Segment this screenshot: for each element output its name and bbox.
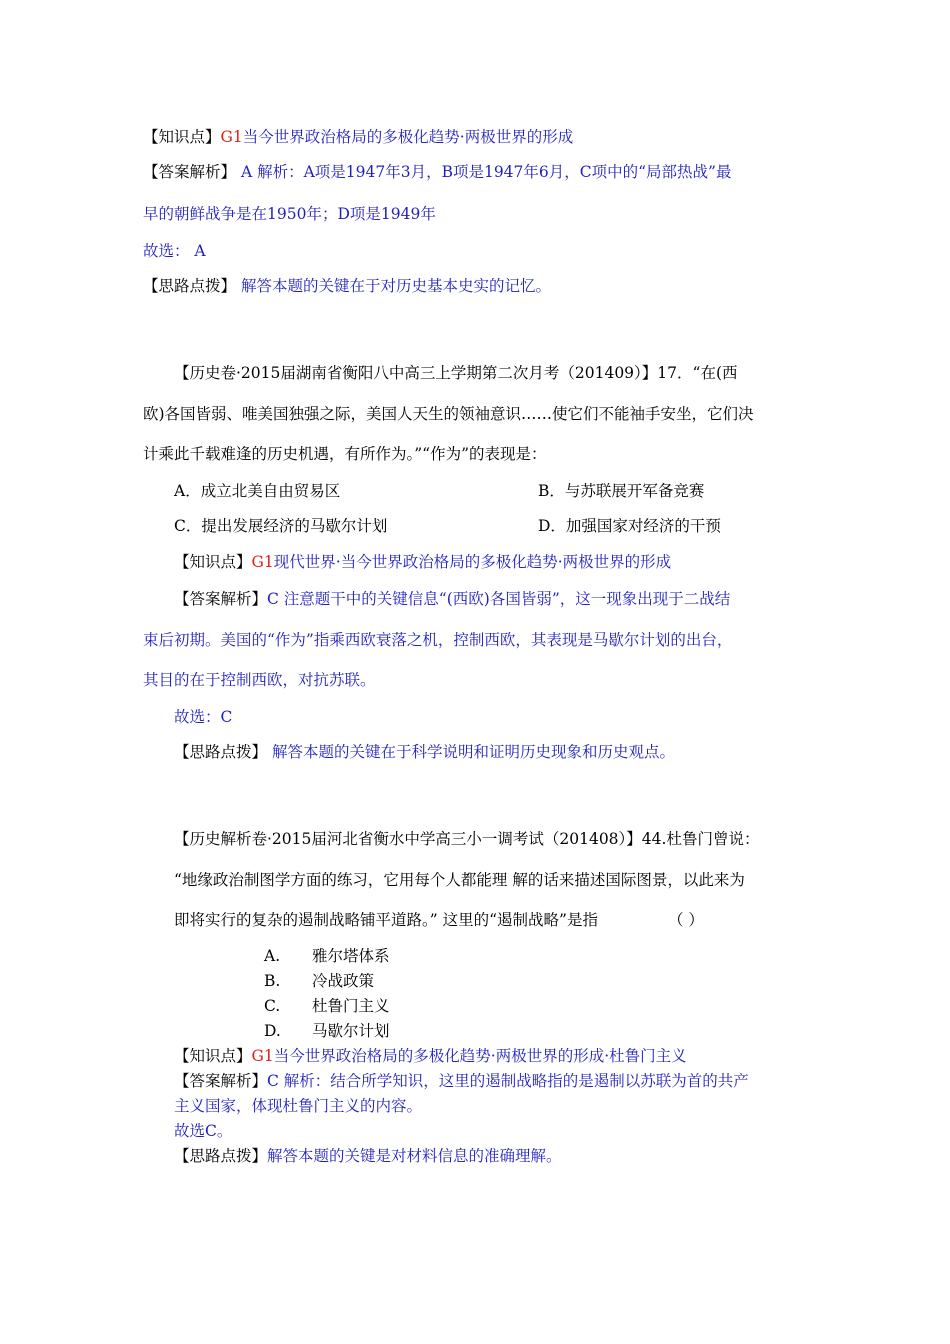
q2-answer-line-1: 【答案解析】C 注意题干中的关键信息“(西欧)各国皆弱”，这一现象出现于二战结 xyxy=(174,590,731,608)
q1-choice: 故选： A xyxy=(143,242,206,260)
q3-option-c: C. 杜鲁门主义 xyxy=(264,997,390,1015)
q3-tip: 【思路点拨】解答本题的关键是对材料信息的准确理解。 xyxy=(174,1147,562,1165)
q3-answer-line-1: 【答案解析】C 解析：结合所学知识，这里的遏制战略指的是遏制以苏联为首的共产 xyxy=(174,1072,749,1090)
q2-option-c: C．提出发展经济的马歇尔计划 xyxy=(174,517,388,535)
q2-answer-line-3: 其目的在于控制西欧，对抗苏联。 xyxy=(143,671,376,689)
q1-tip: 【思路点拨】 解答本题的关键在于对历史基本史实的记忆。 xyxy=(143,277,551,295)
q2-answer-line-2: 束后初期。美国的“作为”指乘西欧衰落之机，控制西欧，其表现是马歇尔计划的出台， xyxy=(143,631,733,649)
q1-answer-line-2: 早的朝鲜战争是在1950年；D项是1949年 xyxy=(143,205,436,223)
q3-option-d: D. 马歇尔计划 xyxy=(264,1022,390,1040)
q2-stem-line-3: 计乘此千载难逢的历史机遇，有所作为。”“作为”的表现是： xyxy=(143,445,547,463)
q3-option-b: B. 冷战政策 xyxy=(264,972,375,990)
q3-answer-line-2: 主义国家，体现杜鲁门主义的内容。 xyxy=(174,1097,423,1115)
q2-option-d: D．加强国家对经济的干预 xyxy=(538,517,721,535)
q2-option-b: B．与苏联展开军备竞赛 xyxy=(538,482,705,500)
q2-knowledge-point: 【知识点】G1现代世界·当今世界政治格局的多极化趋势·两极世界的形成 xyxy=(174,553,672,571)
answer-blank: （ ） xyxy=(667,911,704,929)
q2-option-a: A．成立北美自由贸易区 xyxy=(174,482,341,500)
q3-knowledge-point: 【知识点】G1当今世界政治格局的多极化趋势·两极世界的形成·杜鲁门主义 xyxy=(174,1047,687,1065)
q1-knowledge-point: 【知识点】G1当今世界政治格局的多极化趋势·两极世界的形成 xyxy=(143,128,574,146)
q2-choice: 故选：C xyxy=(174,708,233,726)
q3-option-a: A. 雅尔塔体系 xyxy=(264,947,390,965)
q2-tip: 【思路点拨】 解答本题的关键在于科学说明和证明历史现象和历史观点。 xyxy=(174,743,675,761)
q2-stem-line-1: 【历史卷·2015届湖南省衡阳八中高三上学期第二次月考（201409）】17．“在(西 xyxy=(174,364,738,382)
q3-stem-line-2: “地缘政治制图学方面的练习，它用每个人都能理 解的话来描述国际图景，以此来为 xyxy=(174,871,745,889)
q3-stem-line-1: 【历史解析卷·2015届河北省衡水中学高三小一调考试（201408）】44.杜鲁门曾说： xyxy=(174,830,760,848)
q3-stem-line-3: 即将实行的复杂的遏制战略铺平道路。” 这里的“遏制战略”是指 （ ） xyxy=(174,911,704,929)
q1-answer-line-1: 【答案解析】 A 解析：A项是1947年3月，B项是1947年6月，C项中的“局部热战”最 xyxy=(143,163,732,181)
q2-stem-line-2: 欧)各国皆弱、唯美国独强之际，美国人天生的领袖意识……使它们不能袖手安坐，它们决 xyxy=(143,405,754,423)
q3-choice: 故选C。 xyxy=(174,1122,233,1140)
